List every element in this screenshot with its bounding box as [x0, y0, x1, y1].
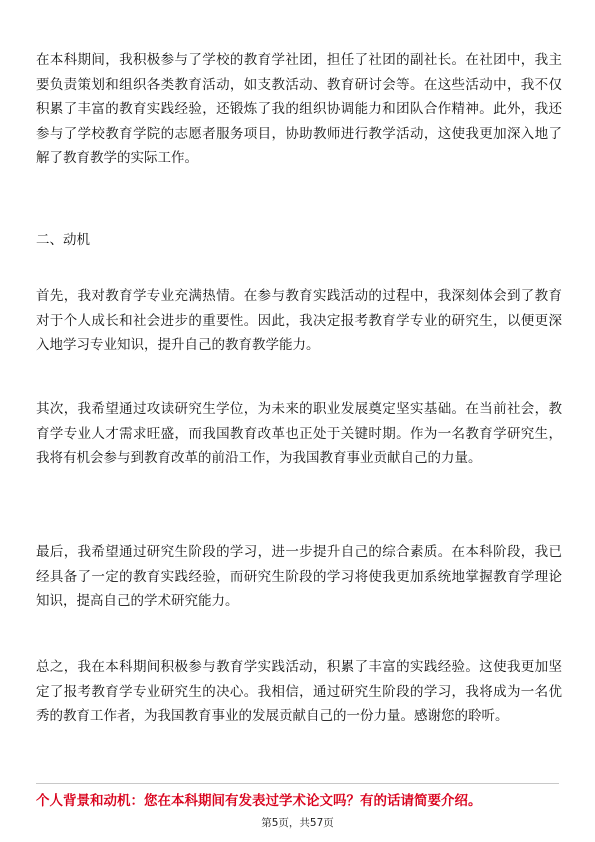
- paragraph-first: 首先，我对教育学专业充满热情。在参与教育实践活动的过程中，我深刻体会到了教育对于个人成长和社会进步的重要性。因此，我决定报考教育学专业的研究生，以便更深入地学习专业知识，提升自己的教育教学能力。: [36, 288, 562, 353]
- section-heading-motivation: 二、动机: [36, 232, 90, 248]
- paragraph-second: 其次，我希望通过攻读研究生学位，为未来的职业发展奠定坚实基础。在当前社会，教育学专业人才需求旺盛，而我国教育改革也正处于关键时期。作为一名教育学研究生，我将有机会参与到教育改革的前沿工作，为我国教育事业贡献自己的力量。: [36, 401, 562, 466]
- paragraph-last: 最后，我希望通过研究生阶段的学习，进一步提升自己的综合素质。在本科阶段，我已经具备了一定的教育实践经验，而研究生阶段的学习将使我更加系统地掌握教育学理论知识，提高自己的学术研究能力。: [36, 544, 562, 609]
- paragraph-background: 在本科期间，我积极参与了学校的教育学社团，担任了社团的副社长。在社团中，我主要负责策划和组织各类教育活动，如支教活动、教育研讨会等。在这些活动中，我不仅积累了丰富的教育实践经验，还锻炼了我的组织协调能力和团队合作精神。此外，我还参与了学校教育学院的志愿者服务项目，协助教师进行教学活动，这使我更加深入地了解了教育教学的实际工作。: [36, 52, 562, 166]
- page-number: 第5页，共57页: [261, 817, 334, 829]
- paragraph-conclusion: 总之，我在本科期间积极参与教育学实践活动，积累了丰富的实践经验。这使我更加坚定了报考教育学专业研究生的决心。我相信，通过研究生阶段的学习，我将成为一名优秀的教育工作者，为我国教育事业的发展贡献自己的一份力量。感谢您的聆听。: [36, 659, 562, 724]
- divider-line: [36, 783, 559, 784]
- interview-question: 个人背景和动机：您在本科期间有发表过学术论文吗？有的话请简要介绍。: [36, 793, 482, 809]
